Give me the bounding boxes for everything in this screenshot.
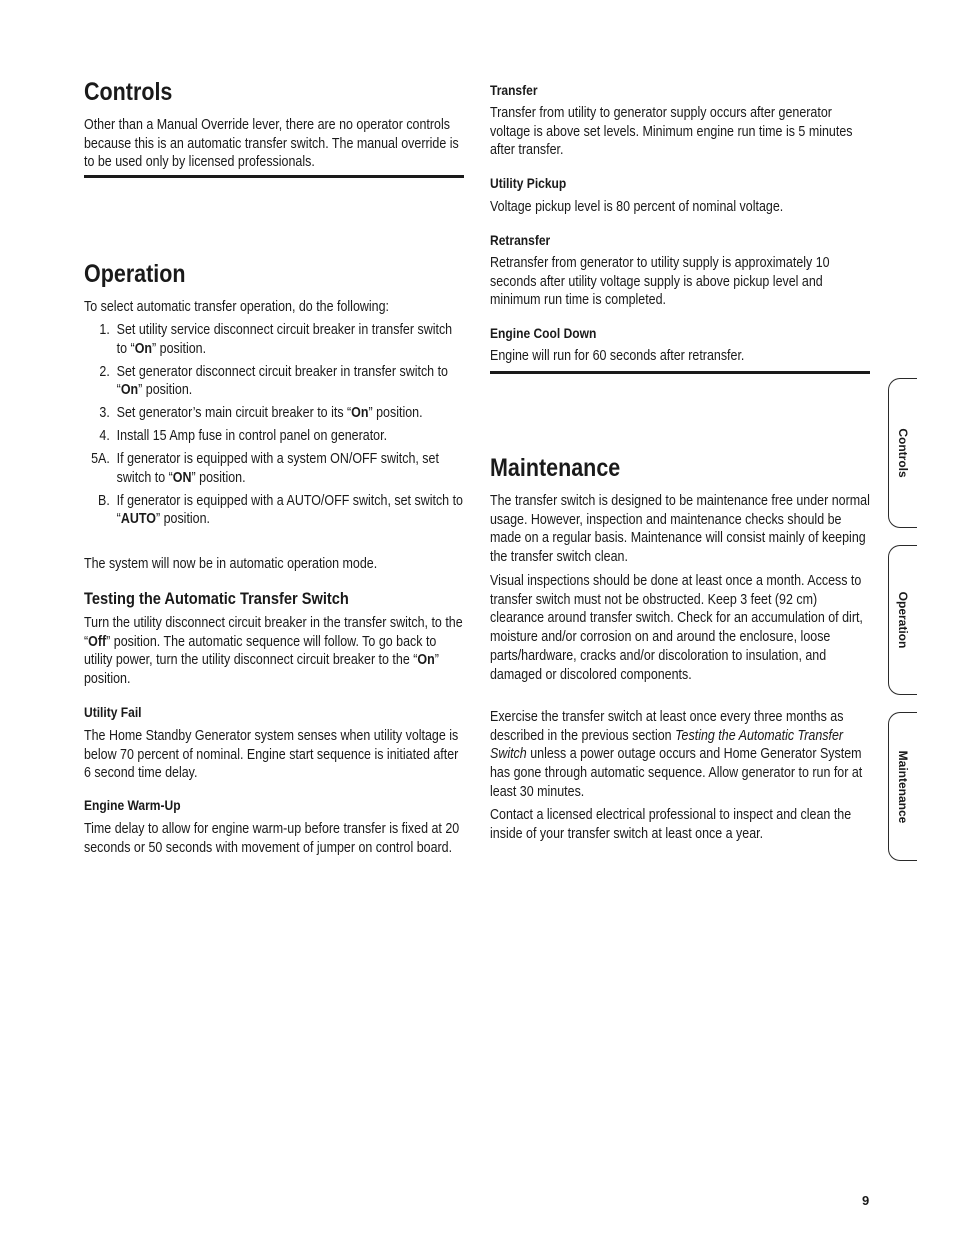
engine-cooldown-body: Engine will run for 60 seconds after retransfer. bbox=[490, 348, 745, 364]
retransfer-body: Retransfer from generator to utility supply is approximately 10 seconds after utility voltage supply is above pickup level and minimum run time is completed. bbox=[490, 255, 830, 309]
engine-warmup-body: Time delay to allow for engine warm-up before transfer is fixed at 20 seconds or 50 seconds with movement of jumper on control board. bbox=[84, 821, 460, 856]
testing-body: Turn the utility disconnect circuit breaker in the transfer switch, to the “Off” position. The automatic sequence will follow. To go back to utility power, turn the utility disconnect circuit breaker to the “On” position. bbox=[84, 615, 463, 688]
utility-fail-heading: Utility Fail bbox=[84, 704, 142, 720]
operation-step: B. If generator is equipped with a AUTO/OFF switch, set switch to “AUTO” position. bbox=[98, 492, 463, 528]
side-tab-controls-label: Controls bbox=[896, 428, 910, 478]
testing-heading: Testing the Automatic Transfer Switch bbox=[84, 589, 349, 608]
operation-intro: To select automatic transfer operation, do the following: bbox=[84, 299, 390, 315]
operation-step: 3. Set generator’s main circuit breaker to its “On” position. bbox=[99, 405, 423, 422]
operation-steps bbox=[84, 321, 464, 533]
maintenance-p2: Visual inspections should be done at least once a month. Access to transfer switch must not be obstructed. Keep 3 feet (92 cm) clearance around transfer switch. Check for an accumulation of dirt, moisture and/or corrosion on and around the enclosure, loose parts/hardware, cracks and/or discoloration to insulation, and damaged or discolored components. bbox=[490, 573, 863, 683]
operation-heading: Operation bbox=[84, 260, 186, 288]
maintenance-heading: Maintenance bbox=[490, 454, 621, 482]
retransfer-heading: Retransfer bbox=[490, 232, 551, 248]
transfer-body: Transfer from utility to generator supply occurs after generator voltage is above set levels. Minimum engine run time is 5 minutes after transfer. bbox=[490, 105, 853, 159]
utility-pickup-heading: Utility Pickup bbox=[490, 175, 567, 191]
operation-outro: The system will now be in automatic operation mode. bbox=[84, 556, 378, 572]
utility-fail-body: The Home Standby Generator system senses when utility voltage is below 70 percent of nominal. Engine start sequence is initiated after 6 second time delay. bbox=[84, 728, 459, 782]
side-tab-controls[interactable] bbox=[888, 378, 917, 528]
engine-warmup-heading: Engine Warm-Up bbox=[84, 797, 181, 813]
operation-step: 5A. If generator is equipped with a system ON/OFF switch, set switch to “ON” position. bbox=[91, 450, 439, 486]
maintenance-p1: The transfer switch is designed to be maintenance free under normal usage. However, inspection and maintenance checks should be made on a regular basis. Maintenance will consist mainly of keeping the transfer switch clean. bbox=[490, 493, 870, 566]
side-tab-operation[interactable] bbox=[888, 545, 917, 695]
maintenance-p3: Exercise the transfer switch at least once every three months as described in the previous section Testing the Automatic Transfer Switch unless a power outage occurs and Home Generator System has gone through automatic sequence. Allow generator to run for at least 30 minutes. bbox=[490, 709, 863, 800]
controls-body: Other than a Manual Override lever, there are no operator controls because this is an automatic transfer switch. The manual override is to be used only by licensed professionals. bbox=[84, 117, 459, 171]
side-tab-maintenance[interactable] bbox=[888, 712, 917, 861]
operation-step: 1. Set utility service disconnect circuit breaker in transfer switch to “On” position. bbox=[99, 322, 453, 357]
controls-divider bbox=[84, 175, 464, 178]
maintenance-p4: Contact a licensed electrical professional to inspect and clean the inside of your transfer switch at least once a year. bbox=[490, 807, 852, 842]
operation-step: 2. Set generator disconnect circuit breaker in transfer switch to “On” position. bbox=[99, 363, 448, 399]
utility-pickup-body: Voltage pickup level is 80 percent of nominal voltage. bbox=[490, 199, 784, 215]
right-divider bbox=[490, 371, 870, 374]
side-tab-maintenance-label: Maintenance bbox=[896, 750, 910, 823]
controls-heading: Controls bbox=[84, 78, 173, 106]
side-tab-operation-label: Operation bbox=[896, 591, 910, 649]
transfer-heading: Transfer bbox=[490, 82, 538, 98]
engine-cooldown-heading: Engine Cool Down bbox=[490, 325, 597, 341]
page-number: 9 bbox=[862, 1193, 870, 1208]
operation-step: 4. Install 15 Amp fuse in control panel on generator. bbox=[99, 428, 388, 445]
